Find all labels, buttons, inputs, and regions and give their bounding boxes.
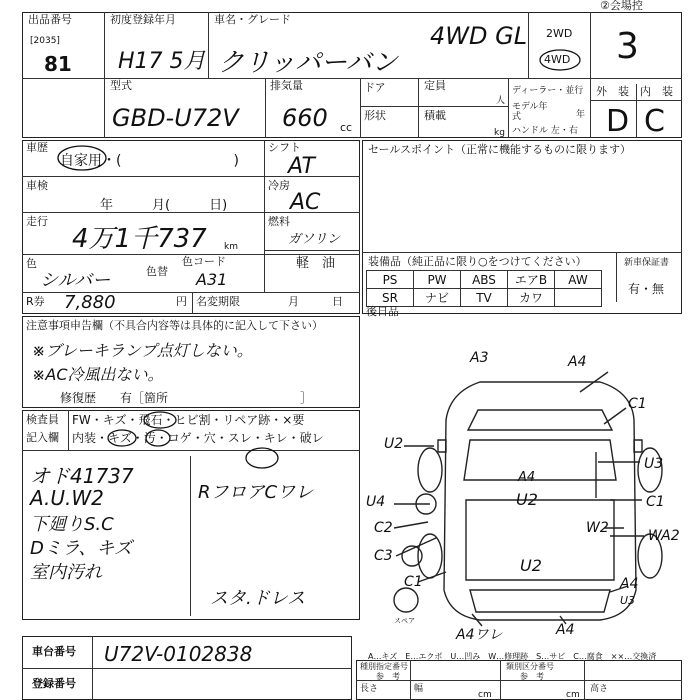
equip-pw: PW <box>414 271 461 289</box>
spare-label: スペア <box>394 617 415 625</box>
title-deadline-fields: 月 日 <box>288 295 343 308</box>
mark-a4-top: A4 <box>568 354 587 370</box>
ac-value: AC <box>290 190 321 215</box>
ref2: 参 考 <box>520 672 544 681</box>
chassis-label: 車台番号 <box>32 645 76 658</box>
car-name-value: クリッパーバン <box>218 48 398 78</box>
mileage-label: 走行 <box>26 215 48 228</box>
ac-label: 冷房 <box>268 179 290 192</box>
first-reg-value: H17 5月 <box>118 49 206 74</box>
divider <box>356 680 682 681</box>
shape-label: 形状 <box>364 109 386 122</box>
memo-line-4: Dミラ、キズ <box>30 538 133 559</box>
displacement-unit: cc <box>340 121 353 134</box>
displacement-value: 660 <box>282 104 328 132</box>
notes-label: 注意事項申告欄（不具合内容等は具体的に記入して下さい） <box>26 319 323 332</box>
exterior-label: 外 装 <box>596 85 629 98</box>
ref1: 参 考 <box>376 672 400 681</box>
load-unit: kg <box>494 128 505 138</box>
mark-a3: A3 <box>470 350 489 366</box>
mark-c1-bl: C1 <box>404 574 423 590</box>
shift-label: シフト <box>268 141 301 154</box>
memo-right-1: RフロアCワレ <box>198 482 314 503</box>
fuel-label: 燃料 <box>268 215 290 228</box>
mark-a4-center: A4 <box>518 470 536 485</box>
length-label: 長さ <box>360 684 379 694</box>
rear-seat-label: 後日品 <box>366 305 399 318</box>
memo-line-1: オド41737 <box>30 464 134 488</box>
diagram-legend: A…キズ E…エクボ U…凹み W…修理跡 S…サビ C…腐食 ××…交換済 <box>368 652 657 661</box>
fuel-value: ガソリン <box>288 232 341 247</box>
color-value: シルバー <box>40 270 111 291</box>
grade-value: 4WD GL <box>430 22 528 50</box>
mark-a4-br: A4 <box>620 576 639 592</box>
equip-leather: カワ <box>508 289 555 307</box>
memo-right-2: スタ.ドレス <box>210 588 306 609</box>
mark-wa2: WA2 <box>648 528 680 544</box>
exterior-value: D <box>606 104 630 139</box>
inspector-label2: 記入欄 <box>26 431 59 444</box>
equip-tv: TV <box>461 289 508 307</box>
mark-u4: U4 <box>366 494 386 510</box>
dealer-label: ディーラー・並行 <box>512 86 584 96</box>
mark-w2: W2 <box>586 520 609 536</box>
model-year-unit: 年 <box>576 110 586 120</box>
divider <box>22 668 352 669</box>
shift-value: AT <box>288 154 315 179</box>
lot-sub: [2035] <box>30 36 60 46</box>
reg-label: 登録番号 <box>32 677 76 690</box>
drive-2wd: 2WD <box>546 27 573 40</box>
shaken-label: 車検 <box>26 179 48 192</box>
color-code-value: A31 <box>196 270 228 289</box>
model-label: 型式 <box>110 79 132 92</box>
memo-line-5: 室内汚れ <box>30 562 102 583</box>
handle-label: ハンドル 左・右 <box>512 126 578 136</box>
width-label: 幅 <box>414 684 424 694</box>
category-label: 類別区分番号 <box>506 662 554 671</box>
color-label: 色 <box>26 257 37 270</box>
color-code-label: 色コード <box>182 255 226 268</box>
cm-2: cm <box>566 690 580 700</box>
chassis-value: U72V-0102838 <box>104 642 253 666</box>
load-label: 積載 <box>424 109 446 122</box>
divider <box>92 636 93 700</box>
top-right-title: ②会場控 <box>600 0 643 12</box>
shaken-fields: 年 月( 日) <box>100 198 228 213</box>
mark-u2-center: U2 <box>516 490 538 509</box>
mileage-unit: km <box>224 242 238 252</box>
sales-point-label: セールスポイント（正常に機能するものに限ります） <box>368 143 632 156</box>
history-label: 車歴 <box>26 141 48 154</box>
equip-navi: ナビ <box>414 289 461 307</box>
interior-value: C <box>644 104 665 139</box>
inspector-row2: 内装・キズ・汚・コゲ・穴・スレ・キレ・破レ <box>72 431 324 445</box>
interior-label: 内 装 <box>640 85 673 98</box>
recycle-value: 7,880 <box>64 292 116 313</box>
model-year-label: モデル年式 <box>512 102 548 122</box>
car-name-label: 車名・グレード <box>214 13 291 26</box>
drive-4wd: 4WD <box>544 53 571 66</box>
designated-label: 種別指定番号 <box>360 662 408 671</box>
memo-line-2: A.U.W2 <box>30 486 104 510</box>
lot-label: 出品番号 <box>28 13 72 26</box>
mark-u3-br: U3 <box>620 594 636 607</box>
new-car-value: 有・無 <box>628 282 665 296</box>
fuel-option: 軽 油 <box>296 256 336 271</box>
recycle-label: R券 <box>26 295 45 308</box>
notes-line2: ※AC冷風出ない。 <box>32 365 164 384</box>
equip-airbag: エアB <box>508 271 555 289</box>
equip-abs: ABS <box>461 271 508 289</box>
recycle-unit: 円 <box>176 295 187 308</box>
capacity-unit: 人 <box>496 96 506 106</box>
title-deadline-label: 名変期限 <box>196 295 240 308</box>
notes-line1: ※ブレーキランプ点灯しない。 <box>32 341 253 360</box>
mileage-value: 4万1千737 <box>72 224 207 254</box>
first-reg-label: 初度登録年月 <box>110 13 176 26</box>
mark-c2: C2 <box>374 520 393 536</box>
mark-c1-mid: C1 <box>646 494 665 510</box>
memo-line-3: 下廻りS.C <box>30 514 114 535</box>
mark-u3: U3 <box>644 456 664 472</box>
mark-u2-left: U2 <box>384 436 404 452</box>
inspector-row1: FW・キズ・飛石・ヒビ割・リペア跡・×要 <box>72 413 305 427</box>
equip-ps: PS <box>367 271 414 289</box>
mark-a4-bottom: A4 <box>556 622 575 638</box>
model-value: GBD-U72V <box>112 104 239 132</box>
mark-u2-lower: U2 <box>520 556 542 575</box>
displacement-label: 排気量 <box>270 79 303 92</box>
equip-aw: AW <box>555 271 602 289</box>
mark-c1-top: C1 <box>628 396 647 412</box>
repair-label: 修復歴 有［箇所 ］ <box>60 391 313 405</box>
history-options: 自家用・( ) <box>60 153 239 169</box>
cm-1: cm <box>478 690 492 700</box>
color-change-label: 色替 <box>146 265 168 278</box>
lot-number: 81 <box>44 52 72 76</box>
capacity-label: 定員 <box>424 79 446 92</box>
mark-a4-ware: A4ワレ <box>456 627 503 643</box>
inspector-label1: 検査員 <box>26 413 59 426</box>
equip-sr: SR <box>367 289 414 307</box>
new-car-label: 新車保証書 <box>624 258 670 268</box>
equipment-label: 装備品（純正品に限り○をつけてください） <box>368 255 587 268</box>
mark-c3: C3 <box>374 548 393 564</box>
height-label: 高さ <box>590 684 609 694</box>
score-value: 3 <box>616 26 639 67</box>
door-label: ドア <box>364 81 386 94</box>
